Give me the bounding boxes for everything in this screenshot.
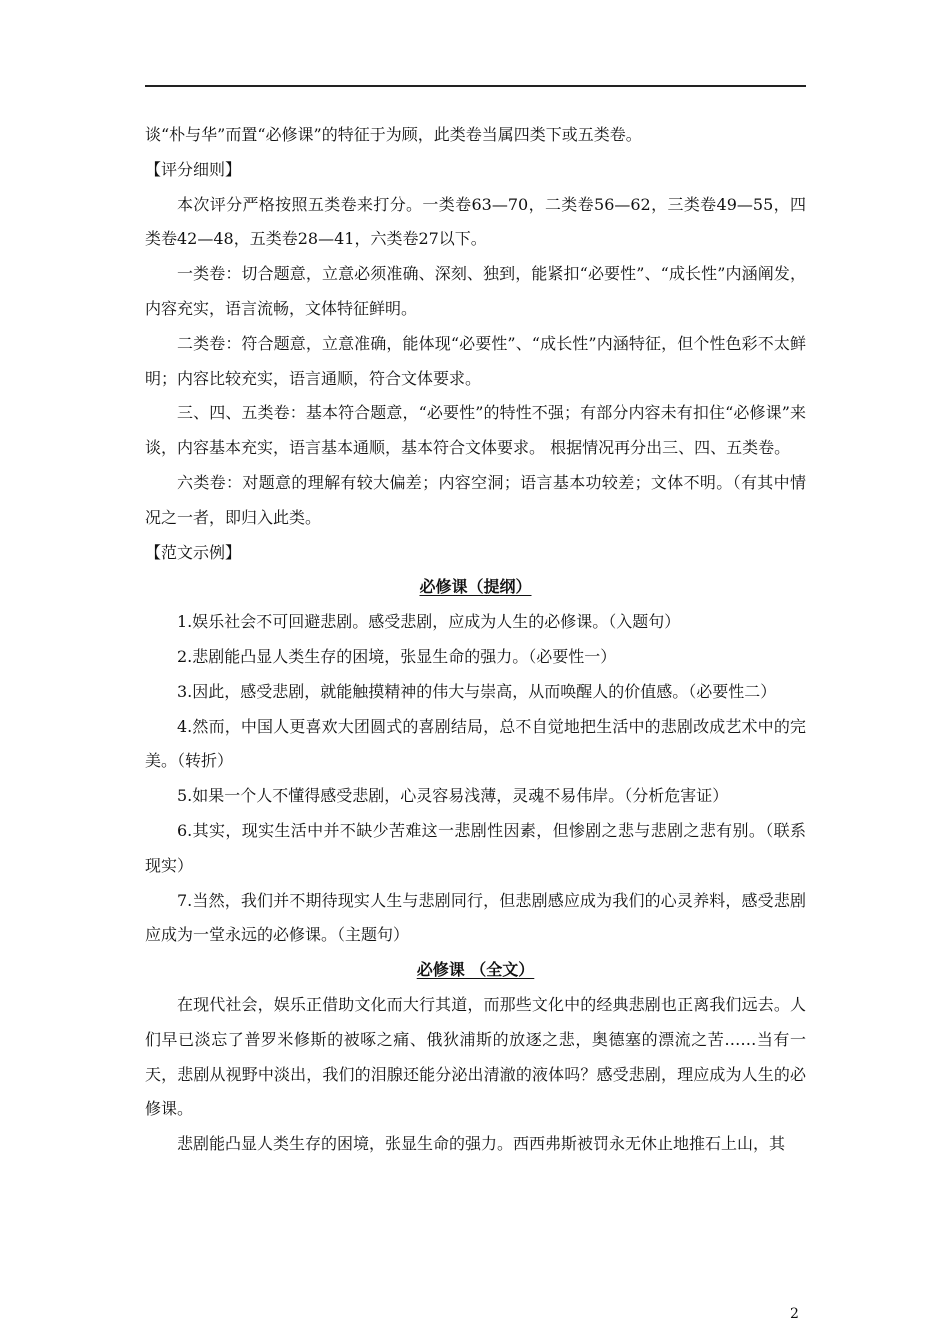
outline-item-6: 6.其实，现实生活中并不缺少苦难这一悲剧性因素，但惨剧之悲与悲剧之悲有别。（联系现实） [145, 820, 806, 875]
outline-item-4: 4.然而，中国人更喜欢大团圆式的喜剧结局，总不自觉地把生活中的悲剧改成艺术中的完美。（转折） [145, 716, 806, 771]
section-heading-examples: 【范文示例】 [145, 542, 242, 562]
document-body [145, 118, 806, 1162]
header-rule [145, 85, 806, 87]
outline-item-1: 1.娱乐社会不可回避悲剧。感受悲剧，应成为人生的必修课。（入题句） [177, 612, 681, 632]
section-heading-scoring: 【评分细则】 [145, 159, 242, 179]
outline-item-5: 5.如果一个人不懂得感受悲剧，心灵容易浅薄，灵魂不易伟岸。（分析危害证） [177, 786, 729, 806]
page-number: 2 [790, 1306, 799, 1322]
fulltext-paragraph-1: 在现代社会，娱乐正借助文化而大行其道，而那些文化中的经典悲剧也正离我们远去。人们早已淡忘了普罗米修斯的被啄之痛、俄狄浦斯的放逐之悲，奥德塞的漂流之苦……当有一天，悲剧从视野中淡出，我们的泪腺还能分泌出清澈的液体吗？感受悲剧，理应成为人生的必修课。 [145, 994, 806, 1119]
paragraph-grade-3-5: 三、四、五类卷：基本符合题意，“必要性”的特性不强；有部分内容未有扣住“必修课”来谈，内容基本充实，语言基本通顺，基本符合文体要求。 根据情况再分出三、四、五类卷。 [145, 403, 806, 458]
outline-title: 必修课（提纲） [419, 577, 532, 597]
fulltext-paragraph-2: 悲剧能凸显人类生存的困境，张显生命的强力。西西弗斯被罚永无休止地推石上山，其 [177, 1134, 786, 1154]
paragraph-grade-1: 一类卷：切合题意，立意必须准确、深刻、独到，能紧扣“必要性”、“成长性”内涵阐发，内容充实，语言流畅，文体特征鲜明。 [145, 264, 806, 318]
paragraph-grade-2: 二类卷：符合题意，立意准确，能体现“必要性”、“成长性”内涵特征，但个性色彩不太鲜明；内容比较充实，语言通顺，符合文体要求。 [145, 333, 806, 388]
paragraph-grade-6: 六类卷：对题意的理解有较大偏差；内容空洞；语言基本功较差；文体不明。（有其中情况之一者，即归入此类。 [145, 472, 806, 527]
outline-item-7: 7.当然，我们并不期待现实人生与悲剧同行，但悲剧感应成为我们的心灵养料，感受悲剧应成为一堂永远的必修课。（主题句） [145, 890, 806, 945]
fulltext-title: 必修课 （全文） [416, 960, 535, 980]
paragraph-0: 谈“朴与华”而置“必修课”的特征于为顾，此类卷当属四类下或五类卷。 [145, 125, 642, 144]
outline-item-3: 3.因此，感受悲剧，就能触摸精神的伟大与崇高，从而唤醒人的价值感。（必要性二） [177, 681, 777, 701]
paragraph-scoring-overview: 本次评分严格按照五类卷来打分。一类卷63—70，二类卷56—62，三类卷49—55，四类卷42—48，五类卷28—41，六类卷27以下。 [145, 194, 806, 249]
outline-item-2: 2.悲剧能凸显人类生存的困境，张显生命的强力。（必要性一） [177, 646, 617, 666]
